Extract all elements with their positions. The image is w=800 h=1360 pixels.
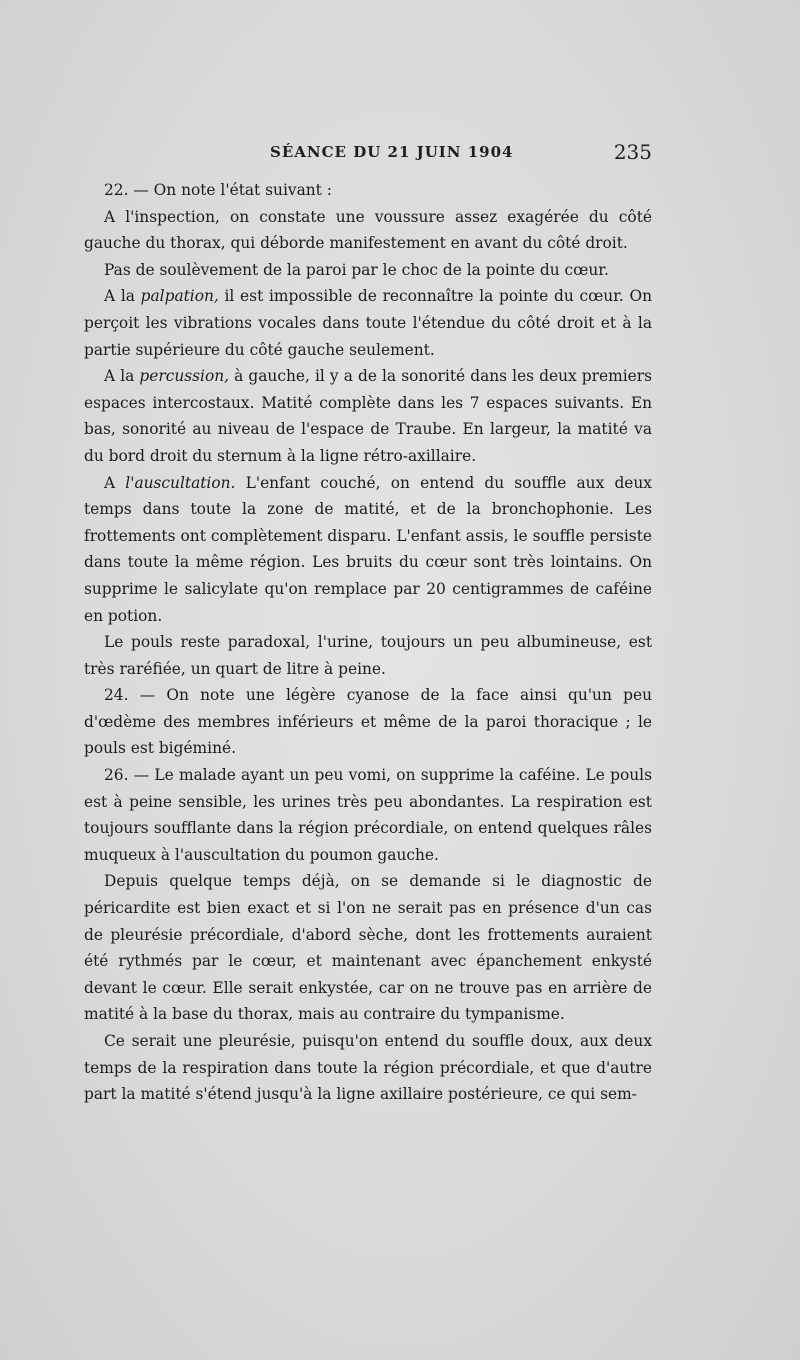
paragraph <box>84 682 652 762</box>
text-segment: A <box>104 473 126 492</box>
text-segment: 22. — On note l'état suivant : <box>104 181 332 199</box>
italic-term: percussion, <box>139 367 230 386</box>
text-segment: il est impossible de reconnaître la pointe du cœur. On perçoit les vibrations vocales dans toute l'étendue du côté droit et à la partie supérieure du côté gauche seulement. <box>84 287 652 359</box>
text-segment: Ce serait une pleurésie, puisqu'on entend du souffle doux, aux deux temps de la respiration dans toute la région précordiale, et que d'autre part la matité s'étend jusqu'à la ligne axillaire postérieure, ce qui sem- <box>84 1032 652 1104</box>
text-segment: Depuis quelque temps déjà, on se demande si le diagnostic de péricardite est bien exact et si l'on ne serait pas en présence d'un cas de pleurésie précordiale, d'abord sèche, dont les frottements auraient été rythmés par le cœur, et maintenant avec épanchement enkysté devant le cœur. Elle serait enkystée, car on ne trouve pas en arrière de matité à la base du thorax, mais au contraire du tympanisme. <box>84 872 652 1024</box>
paragraph <box>84 1028 652 1108</box>
text-segment: 26. — Le malade ayant un peu vomi, on supprime la caféine. Le pouls est à peine sensible, les urines très peu abondantes. La respiration est toujours soufflante dans la région précordiale, on entend quelques râles muqueux à l'auscultation du poumon gauche. <box>84 766 652 864</box>
text-segment: L'enfant couché, on entend du souffle aux deux temps dans toute la zone de matité, et de la bronchophonie. Les frottements ont complètement disparu. L'enfant assis, le souffle persiste dans toute la même région. Les bruits du cœur sont très lointains. On supprime le salicylate qu'on remplace par 20 centigrammes de caféine en potion. <box>84 473 652 625</box>
page-header <box>84 140 652 167</box>
paragraph <box>84 868 652 1028</box>
paragraph <box>84 283 652 363</box>
paragraph <box>84 629 652 682</box>
text-segment: A l'inspection, on constate une voussure assez exagérée du côté gauche du thorax, qui déborde manifestement en avant du côté droit. <box>84 207 652 253</box>
page-number: 235 <box>613 140 652 164</box>
text-segment: Pas de soulèvement de la paroi par le choc de la pointe du cœur. <box>104 260 609 279</box>
text-segment: A la <box>104 367 140 386</box>
text-segment: à gauche, il y a de la sonorité dans les deux premiers espaces intercostaux. Matité complète dans les 7 espaces suivants. En bas, sonorité au niveau de l'espace de Traube. En largeur, la matité va du bord droit du sternum à la ligne rétro-axillaire. <box>84 367 653 465</box>
italic-term: l'auscultation. <box>125 473 236 492</box>
paragraph <box>84 470 652 630</box>
paragraph <box>84 363 652 469</box>
text-segment: Le pouls reste paradoxal, l'urine, toujours un peu albumineuse, est très raréfiée, un quart de litre à peine. <box>84 633 652 678</box>
body-text <box>84 177 652 1108</box>
running-title: SÉANCE DU 21 JUIN 1904 <box>270 143 514 161</box>
text-segment: A la <box>104 287 141 306</box>
paragraph <box>84 204 652 257</box>
text-segment: 24. — On note une légère cyanose de la face ainsi qu'un peu d'œdème des membres inférieurs et même de la paroi thoracique ; le pouls est bigéminé. <box>84 686 652 758</box>
paragraph <box>84 257 652 284</box>
paragraph <box>84 762 652 868</box>
paragraph <box>84 177 652 204</box>
italic-term: palpation, <box>140 287 219 306</box>
